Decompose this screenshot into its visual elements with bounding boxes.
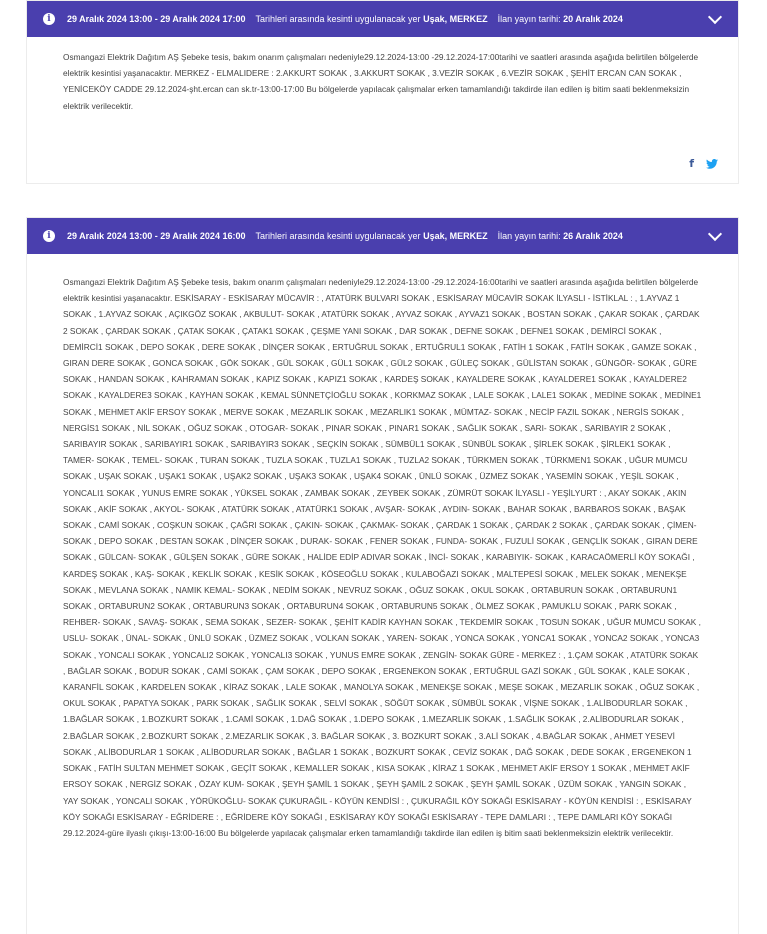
notice-publish-date: 20 Aralık 2024 bbox=[563, 14, 623, 24]
notice-publish-date: 26 Aralık 2024 bbox=[563, 231, 623, 241]
twitter-icon[interactable] bbox=[706, 159, 718, 169]
notice-publish-label: İlan yayın tarihi: bbox=[497, 14, 561, 24]
notice-body: Osmangazi Elektrik Dağıtım AŞ Şebeke tesis, bakım onarım çalışmaları nedeniyle29.12.2024-13:00 -29.12.2024-16:00tarihi ve saatleri arasında aşağıda belirtilen bölgelerde elektrik kesintisi yaşanacaktır. ESKİSARAY - ESKİSARAY MÜCAVİR : , ATATÜRK BULVARI SOKAK , ESKİSARAY MÜCAVİR SOKAK İLYASLI - İSTİKLAL : , 1.AYVAZ 1 SOKAK , 1.AYVAZ SOKAK , AÇIKGÖZ SOKAK , AKBULUT- SOKAK , ATATÜRK SOKAK , AYVAZ SOKAK , AYVAZ1 SOKAK , BOSTAN SOKAK , ÇAKAR SOKAK , ÇARDAK 2 SOKAK , ÇARDAK SOKAK , ÇATAK SOKAK , ÇATAK1 SOKAK , ÇEŞME YANI SOKAK , DAR SOKAK , DEFNE SOKAK , DEFNE1 SOKAK , DEMİRCİ SOKAK , DEMİRCİ1 SOKAK , DEPO SOKAK , DERE SOKAK , DİNÇER SOKAK , ERTUĞRUL SOKAK , ERTUĞRUL1 SOKAK , FATİH 1 SOKAK , FATİH SOKAK , GAMZE SOKAK , GIRAN DERE SOKAK , GONCA SOKAK , GÖK SOKAK , GÜL SOKAK , GÜL1 SOKAK , GÜL2 SOKAK , GÜLEÇ SOKAK , GÜLİSTAN SOKAK , GÜNGÖR- SOKAK , GÜRE SOKAK , HANDAN SOKAK , KAHRAMAN SOKAK , KAPIZ SOKAK , KAPIZ1 SOKAK , KARDEŞ SOKAK , KAYALDERE SOKAK , KAYALDERE1 SOKAK , KAYALDERE2 SOKAK , KAYALDERE3 SOKAK , KAYHAN SOKAK , KEMAL SÜNNETÇİOĞLU SOKAK , KORKMAZ SOKAK , LALE SOKAK , LALE1 SOKAK , MEDİNE SOKAK , MEDİNE1 SOKAK , MEHMET AKİF ERSOY SOKAK , MERVE SOKAK , MEZARLIK SOKAK , MEZARLIK1 SOKAK , MÜMTAZ- SOKAK , NECİP FAZIL SOKAK , NERGİS SOKAK , NERGİS1 SOKAK , NİL SOKAK , OĞUZ SOKAK , OTOGAR- SOKAK , PINAR SOKAK , PINAR1 SOKAK , SAĞLIK SOKAK , SARI- SOKAK , SARIBAYIR 2 SOKAK , SARIBAYIR SOKAK , SARIBAYIR1 SOKAK , SARIBAYIR3 SOKAK , SEÇKİN SOKAK , SÜMBÜL1 SOKAK , SÜNBÜL SOKAK , ŞİRLEK SOKAK , ŞİRLEK1 SOKAK , TAMER- SOKAK , TEMEL- SOKAK , TURAN SOKAK , TUZLA SOKAK , TUZLA1 SOKAK , TUZLA2 SOKAK , TÜRKMEN SOKAK , TÜRKMEN1 SOKAK , UĞUR MUMCU SOKAK , UŞAK SOKAK , UŞAK1 SOKAK , UŞAK2 SOKAK , UŞAK3 SOKAK , UŞAK4 SOKAK , ÜNLÜ SOKAK , ÜZMEZ SOKAK , YASEMİN SOKAK , YEŞİL SOKAK , YONCALI1 SOKAK , YUNUS EMRE SOKAK , YÜKSEL SOKAK , ZAMBAK SOKAK , ZEYBEK SOKAK , ZÜMRÜT SOKAK İLYASLI - YEŞİLYURT : , AKAY SOKAK , AKIN SOKAK , AKİF SOKAK , AKYOL- SOKAK , ATATÜRK SOKAK , ATATÜRK1 SOKAK , AVŞAR- SOKAK , AYDIN- SOKAK , BAHAR SOKAK , BARBAROS SOKAK , BAŞAK SOKAK , CAMİ SOKAK , COŞKUN SOKAK , ÇAĞRI SOKAK , ÇAKIN- SOKAK , ÇAKMAK- SOKAK , ÇARDAK 1 SOKAK , ÇARDAK 2 SOKAK , ÇARDAK SOKAK , ÇİMEN- SOKAK , DEPO SOKAK , DESTAN SOKAK , DİNÇER SOKAK , DURAK- SOKAK , FENER SOKAK , FUNDA- SOKAK , FUZULİ SOKAK , GENÇLİK SOKAK , GIRAN DERE SOKAK , GÜLCAN- SOKAK , GÜLŞEN SOKAK , GÜRE SOKAK , HALİDE EDİP ADIVAR SOKAK , İNCİ- SOKAK , KARABIYIK- SOKAK , KARACAÖMERLİ KÖY SOKAĞI , KARDEŞ SOKAK , KAŞ- SOKAK , KEKLİK SOKAK , KESİK SOKAK , KÖSEOĞLU SOKAK , KULABOĞAZI SOKAK , MALTEPESİ SOKAK , MELEK SOKAK , MENEKŞE SOKAK , MEVLANA SOKAK , NAMIK KEMAL- SOKAK , NEDİM SOKAK , NEVRUZ SOKAK , OĞUZ SOKAK , OKUL SOKAK , ORTABURUN SOKAK , ORTABURUN1 SOKAK , ORTABURUN2 SOKAK , ORTABURUN3 SOKAK , ORTABURUN4 SOKAK , ORTABURUN5 SOKAK , ÖLMEZ SOKAK , PAMUKLU SOKAK , PARK SOKAK , REHBER- SOKAK , SAVAŞ- SOKAK , SEMA SOKAK , SEZER- SOKAK , ŞEHİT KADİR KAYHAN SOKAK , TEKDEMİR SOKAK , TOSUN SOKAK , UĞUR MUMCU SOKAK , USLU- SOKAK , ÜNAL- SOKAK , ÜNLÜ SOKAK , ÜZMEZ SOKAK , VOLKAN SOKAK , YAREN- SOKAK , YONCA SOKAK , YONCA1 SOKAK , YONCA2 SOKAK , YONCA3 SOKAK , YONCALI SOKAK , YONCALI2 SOKAK , YONCALI3 SOKAK , YUNUS EMRE SOKAK , ZENGİN- SOKAK GÜRE - MERKEZ : , 1.ÇAM SOKAK , ATATÜRK SOKAK , BAĞLAR SOKAK , BODUR SOKAK , CAMİ SOKAK , ÇAM SOKAK , DEPO SOKAK , ERGENEKON SOKAK , ERTUĞRUL GAZİ SOKAK , GÜL SOKAK , KALE SOKAK , KARANFİL SOKAK , KARDELEN SOKAK , KİRAZ SOKAK , LALE SOKAK , MANOLYA SOKAK , MENEKŞE SOKAK , MEŞE SOKAK , MEZARLIK SOKAK , OĞUZ SOKAK , OKUL SOKAK , PAPATYA SOKAK , PARK SOKAK , SAĞLIK SOKAK , SELVİ SOKAK , SÖĞÜT SOKAK , SÜMBÜL SOKAK , VİŞNE SOKAK , 1.ALİBODURLAR SOKAK , 1.BAĞLAR SOKAK , 1.BOZKURT SOKAK , 1.CAMİ SOKAK , 1.DAĞ SOKAK , 1.DEPO SOKAK , 1.MEZARLIK SOKAK , 1.SAĞLIK SOKAK , 2.ALİBODURLAR SOKAK , 2.BAĞLAR SOKAK , 2.BOZKURT SOKAK , 2.MEZARLIK SOKAK , 3. BAĞLAR SOKAK , 3. BOZKURT SOKAK , 3.ALİ SOKAK , 4.BAĞLAR SOKAK , AHMET YESEVİ SOKAK , ALİBODURLAR 1 SOKAK , ALİBODURLAR SOKAK , BAĞLAR 1 SOKAK , BOZKURT SOKAK , CEVİZ SOKAK , DAĞ SOKAK , DEDE SOKAK , ERGENEKON 1 SOKAK , FATİH SULTAN MEHMET SOKAK , GEÇİT SOKAK , KEMALLER SOKAK , KISA SOKAK , KİRAZ 1 SOKAK , MEHMET AKİF ERSOY 1 SOKAK , MEHMET AKİF ERSOY SOKAK , NERGİZ SOKAK , ÖZAY KUM- SOKAK , ŞEYH ŞAMİL 1 SOKAK , ŞEYH ŞAMİL 2 SOKAK , ŞEYH ŞAMİL SOKAK , ÜZÜM SOKAK , YANGIN SOKAK , YAY SOKAK , YONCALI SOKAK , YÖRÜKOĞLU- SOKAK ÇUKURAĞIL - KÖYÜN KENDİSİ : , ÇUKURAĞIL KÖY SOKAĞI ESKİSARAY - KÖYÜN KENDİSİ : , ESKİSARAY KÖY SOKAĞI ESKİSARAY - EĞRİDERE : , EĞRİDERE KÖY SOKAĞI , ESKİSARAY KÖY SOKAĞI ESKİSARAY - TEPE DAMLARI : , TEPE DAMLARI KÖY SOKAĞI 29.12.2024-güre ilyaslı çıkışı-13:00-16:00 Bu bölgelerde yapılacak çalışmalar erken tamamlandığı takdirde ilan edilen iş bitim saati beklenmeksizin elektrik verilecektir. bbox=[63, 277, 702, 838]
chevron-down-icon[interactable] bbox=[708, 226, 722, 240]
notice-between-text: Tarihleri arasında kesinti uygulanacak yer bbox=[255, 14, 421, 24]
chevron-down-icon[interactable] bbox=[708, 9, 722, 23]
info-icon: i bbox=[43, 230, 55, 242]
notice-header[interactable] bbox=[27, 1, 738, 37]
notice-card bbox=[26, 217, 739, 934]
notice-location: Uşak, MERKEZ bbox=[423, 231, 488, 241]
notice-date-range: 29 Aralık 2024 13:00 - 29 Aralık 2024 16:00 bbox=[67, 231, 246, 241]
notice-publish-label: İlan yayın tarihi: bbox=[497, 231, 561, 241]
notice-header-text bbox=[67, 14, 710, 24]
notice-card bbox=[26, 0, 739, 184]
facebook-icon[interactable]: f bbox=[689, 157, 694, 170]
notice-header[interactable] bbox=[27, 218, 738, 254]
notice-header-text bbox=[67, 231, 710, 241]
notice-between-text: Tarihleri arasında kesinti uygulanacak yer bbox=[255, 231, 421, 241]
notice-body: Osmangazi Elektrik Dağıtım AŞ Şebeke tesis, bakım onarım çalışmaları nedeniyle29.12.2024-13:00 -29.12.2024-17:00tarihi ve saatleri arasında aşağıda belirtilen bölgelerde elektrik kesintisi yaşanacaktır. MERKEZ - ELMALIDERE : 2.AKKURT SOKAK , 3.AKKURT SOKAK , 3.VEZİR SOKAK , 6.VEZİR SOKAK , ŞEHİT ERCAN CAN SOKAK , YENİCEKÖY CADDE 29.12.2024-şht.ercan can sk.tr-13:00-17:00 Bu bölgelerde yapılacak çalışmalar erken tamamlandığı takdirde ilan edilen iş bitim saati beklenmeksizin elektrik verilecektir. bbox=[63, 52, 699, 111]
notice-date-range: 29 Aralık 2024 13:00 - 29 Aralık 2024 17:00 bbox=[67, 14, 246, 24]
info-icon: i bbox=[43, 13, 55, 25]
notice-location: Uşak, MERKEZ bbox=[423, 14, 488, 24]
share-links bbox=[689, 157, 718, 170]
